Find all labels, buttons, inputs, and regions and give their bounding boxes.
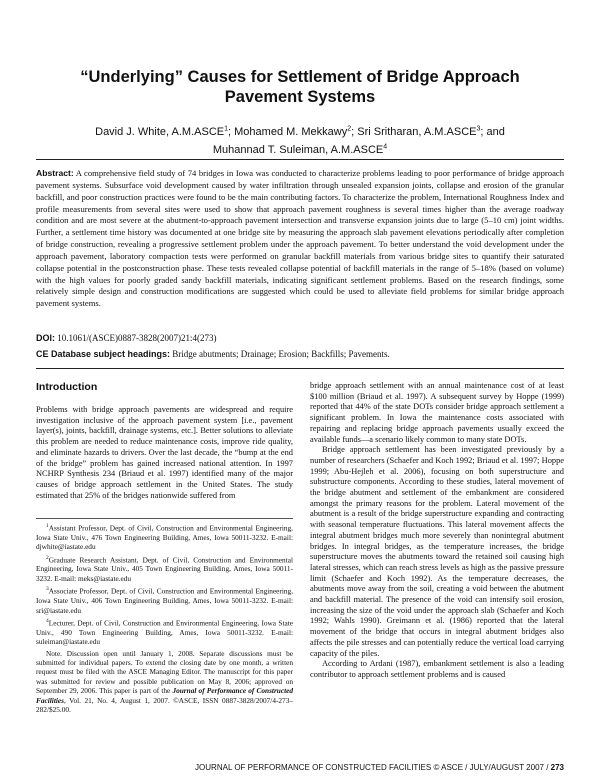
divider	[36, 368, 564, 369]
right-column	[310, 381, 564, 681]
footnote: $^3$Associate Professor, Dept. of Civil, Construction and Environmental Engineering, Iowa State Univ., 406 Town Engineering Building, Ames, Iowa 50011-3232. E-mail: sri@iastate.edu	[36, 586, 293, 615]
paragraph: Bridge approach settlement has been investigated previously by a number of researchers (Schaefer and Koch 1992; Briaud et al. 1997; Hoppe 1999; Abu-Hejleh et al. 2006), focusing on both superstructure and substructure components. According to these studies, lateral movement of the bridge abutment and settlement of the embankment are considered amongst the primary reasons for the problem. Lateral movement of the abutment is a result of the bridge superstructure expanding and contracting with seasonal temperature fluctuations. This lateral movement affects the integral abutment bridges much more severely than nonintegral abutment bridges. In integral bridges, as the temperature increases, the bridge superstructure moves the abutments toward the retained soil causing high lateral stresses, which can reach stress levels as high as the passive pressure limit (Schaefer and Koch 1992). As the temperature decreases, the abutments move away from the soil, creating a void between the abutment and backfill material. The presence of the void can intensify soil erosion, increasing the size of the void under the approach slab (Schaefer and Koch 1992; Wahls 1990). Greimann et al. (1986) reported that the lateral movement of the bridge that occurs in integral abutment bridges also affects the pile stresses and can potentially reduce the vertical load carrying capacity of the piles.	[310, 445, 564, 658]
paragraph: According to Ardani (1987), embankment settlement is also a leading contributor to approach settlement problems and is caused	[310, 659, 564, 679]
footnote: $^2$Graduate Research Assistant, Dept. of Civil, Construction and Environmental Engineering, Iowa State Univ., 405 Town Engineering Building, Ames, Iowa 50011-3232. E-mail: meks@iastate.edu	[36, 554, 293, 583]
paragraph: bridge approach settlement with an annual maintenance cost of at least $100 million (Briaud et al. 1997). A subsequent survey by Hoppe (1999) reported that 44% of the state DOTs consider bridge approach settlement a significant problem. In Iowa the maintenance costs associated with repairing and replacing bridge approach pavements usually exceed the available funds—a scenario likely common to many state DOTs.	[310, 381, 564, 444]
footnote-divider	[36, 518, 293, 519]
footnote: $^1$Assistant Professor, Dept. of Civil, Construction and Environmental Engineering, Iowa State Univ., 476 Town Engineering Building, Ames, Iowa 50011-3232. E-mail: djwhite@iastate.edu	[36, 523, 293, 552]
doi-value[interactable]: 10.1061/(ASCE)0887-3828(2007)21:4(273)	[57, 333, 217, 343]
subject-headings: CE Database subject headings: Bridge abutments; Drainage; Erosion; Backfills; Pavements.	[36, 349, 390, 359]
abstract-text: A comprehensive field study of 74 bridges in Iowa was conducted to characterize problems leading to poor performance of bridge approach pavement systems. Subsurface void development caused by water infiltration through unsealed expansion joints, collapse and erosion of the granular backfill, and poor construction practices were found to be the main contributing factors. To characterize the problem, International Roughness Index and profile measurements from several sites were used to show that approach pavement roughness is several times higher than the average roadway condition and are most severe at the abutment-to-approach pavement intersection and transverse expansion joints due to large (5–10 cm) joint widths. Further, a settlement time history was documented at one bridge site by measuring the approach slab pavement elevations periodically after completion of bridge construction, revealing a progressive settlement problem under the approach pavement. To better understand the void development under the approach pavement, laboratory compaction tests were performed on granular backfill materials from various bridge sites to quantify their saturated collapse potential in the postconstruction phase. These tests revealed collapse potential of backfill materials in the range of 5–18% (based on volume) with the high values for poorly graded sandy backfill materials, indicating significant settlement problems. Based on the research findings, some relatively simple design and construction modifications are suggested which could be used to alleviate field problems for similar bridge approach pavement systems.	[36, 168, 564, 309]
abstract	[36, 168, 564, 310]
page-number: 273	[550, 763, 564, 772]
left-column	[36, 405, 293, 501]
footnotes	[36, 522, 293, 716]
page-footer	[195, 763, 564, 772]
divider	[36, 159, 564, 160]
abstract-label: Abstract:	[36, 168, 74, 178]
footer-journal: JOURNAL OF PERFORMANCE OF CONSTRUCTED FACILITIES © ASCE / JULY/AUGUST 2007 /	[195, 763, 551, 772]
author-list	[70, 121, 530, 158]
doi: DOI: 10.1061/(ASCE)0887-3828(2007)21:4(273)	[36, 333, 217, 343]
section-heading-introduction: Introduction	[36, 381, 98, 393]
paper-title: “Underlying” Causes for Settlement of Bridge Approach Pavement Systems	[80, 68, 520, 106]
publication-note: Note. Discussion open until January 1, 2008. Separate discussions must be submitted for individual papers. To extend the closing date by one month, a written request must be filed with the ASCE Managing Editor. The manuscript for this paper was submitted for review and possible publication on May 8, 2006; approved on September 29, 2006. This paper is part of the Journal of Performance of Constructed Facilities, Vol. 21, No. 4, August 1, 2007. ©ASCE, ISSN 0887-3828/2007/4-273–282/$25.00.	[36, 648, 293, 714]
author: Muhannad T. Suleiman, A.M.ASCE$^4$	[212, 143, 388, 157]
footnote: $^4$Lecturer, Dept. of Civil, Construction and Environmental Engineering, Iowa State Univ., 490 Town Engineering Building, Ames, Iowa 50011-3232. E-mail: suleiman@iastate.edu	[36, 617, 293, 647]
author: Sri Sritharan, A.M.ASCE$^3$; and	[357, 125, 505, 138]
author: Mohamed M. Mekkawy$^2$;	[234, 125, 358, 138]
author: David J. White, A.M.ASCE$^1$;	[95, 125, 235, 138]
paragraph: Problems with bridge approach pavements are widespread and require investigation inclusive of the approach pavement system [i.e., pavement layer(s), joints, backfill, drainage systems, etc.]. Better solutions to alleviate this problem are needed to reduce maintenance costs, improve ride quality, and eliminate hazards to drivers. Over the last decade, the “bump at the end of the bridge” problem has gained increased national attention. In 1997 NCHRP Synthesis 234 (Briaud et al. 1997) identified many of the major causes of bridge approach settlement in the United States. The study estimated that 25% of the bridges nationwide suffered from	[36, 405, 293, 500]
